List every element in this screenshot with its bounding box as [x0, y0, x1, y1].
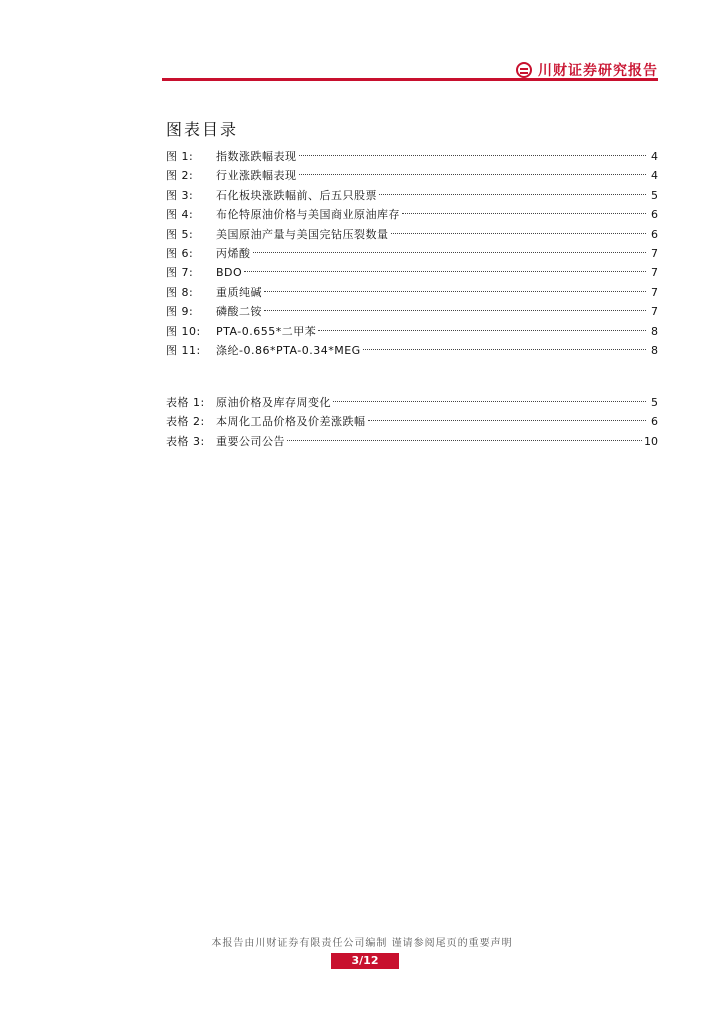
toc-entry[interactable] — [166, 393, 658, 412]
toc-entry-text: BDO — [216, 266, 243, 280]
toc-entry[interactable] — [166, 147, 658, 166]
toc-entry-text: 指数涨跌幅表现 — [216, 150, 297, 163]
toc-leader-dots — [264, 310, 646, 311]
toc-entry-label: 图 1: — [166, 150, 194, 163]
toc-entry-label: 图 6: — [166, 246, 194, 260]
toc-entry-label: 图 8: — [166, 285, 194, 299]
toc-leader-dots — [402, 213, 646, 214]
toc-entry-text: 行业涨跌幅表现 — [216, 169, 297, 183]
toc-leader-dots — [253, 252, 647, 253]
toc-leader-dots — [368, 420, 647, 421]
toc-entry-page: 8 — [651, 343, 658, 357]
toc-entry[interactable] — [166, 244, 658, 263]
toc-leader-dots — [333, 401, 646, 402]
toc-entry[interactable] — [166, 302, 658, 321]
toc-leader-dots — [264, 291, 646, 292]
toc-leader-dots — [287, 440, 642, 441]
toc-entry-text: 美国原油产量与美国完钻压裂数量 — [216, 227, 389, 241]
toc-entry[interactable] — [166, 166, 658, 185]
toc-entry-text: 重要公司公告 — [216, 434, 285, 448]
toc-entry[interactable] — [166, 412, 658, 431]
toc-entry-label: 图 2: — [166, 169, 194, 183]
toc-entry-label: 图 3: — [166, 188, 194, 202]
toc-entry-label: 表格 3: — [166, 434, 205, 448]
toc-entry-label: 图 7: — [166, 266, 194, 280]
toc-entry[interactable] — [166, 283, 658, 302]
toc-leader-dots — [391, 233, 647, 234]
toc-entry-label: 表格 2: — [166, 415, 205, 429]
toc-entry-page: 7 — [651, 285, 658, 299]
toc-entry-text: 布伦特原油价格与美国商业原油库存 — [216, 208, 400, 222]
toc-entry-page: 5 — [651, 396, 658, 409]
header-rule — [162, 78, 658, 81]
brand-name: 川财证券研究报告 — [538, 63, 658, 79]
toc-entry-label: 图 11: — [166, 343, 201, 357]
toc-entry-text: 本周化工品价格及价差涨跌幅 — [216, 415, 366, 429]
toc-entry-label: 图 5: — [166, 227, 194, 241]
toc-entry[interactable] — [166, 322, 658, 341]
page-number-badge: 3/12 — [331, 953, 399, 969]
toc-entry[interactable] — [166, 341, 658, 360]
toc-entry-page: 6 — [651, 208, 658, 222]
toc-entry-page: 8 — [651, 324, 658, 338]
toc-entry-page: 7 — [651, 305, 658, 319]
brand-logo-icon — [516, 62, 532, 78]
toc-entry-page: 4 — [651, 169, 658, 183]
toc-entry-text: 涤纶-0.86*PTA-0.34*MEG — [216, 343, 361, 357]
toc-leader-dots — [299, 155, 647, 156]
toc-entry-page: 10 — [644, 434, 658, 448]
toc-title: 图表目录 — [166, 120, 239, 139]
toc-entry-text: 丙烯酸 — [216, 246, 251, 260]
toc-entry-label: 图 10: — [166, 324, 201, 338]
toc-entry-text: 原油价格及库存周变化 — [216, 396, 331, 409]
toc-entry-page: 7 — [651, 266, 658, 280]
toc-entry-text: 磷酸二铵 — [216, 305, 262, 319]
toc-entry-page: 6 — [651, 227, 658, 241]
footer-disclaimer: 本报告由川财证券有限责任公司编制 谨请参阅尾页的重要声明 — [211, 938, 513, 949]
toc-entry-page: 5 — [651, 188, 658, 202]
toc-entry-page: 7 — [651, 246, 658, 260]
toc-entry-text: 重质纯碱 — [216, 285, 262, 299]
toc-entry-page: 4 — [651, 150, 658, 163]
toc-entry[interactable] — [166, 186, 658, 205]
toc-entry[interactable] — [166, 263, 658, 282]
toc-leader-dots — [244, 271, 646, 272]
toc-leader-dots — [318, 330, 646, 331]
table-list — [166, 393, 658, 451]
toc-entry-text: 石化板块涨跌幅前、后五只股票 — [216, 188, 377, 202]
toc-entry-label: 图 9: — [166, 305, 194, 319]
toc-entry-label: 表格 1: — [166, 396, 205, 409]
toc-entry[interactable] — [166, 432, 658, 451]
toc-leader-dots — [363, 349, 646, 350]
toc-entry-page: 6 — [651, 415, 658, 429]
toc-entry[interactable] — [166, 225, 658, 244]
toc-entry-text: PTA-0.655*二甲苯 — [216, 324, 317, 338]
toc-leader-dots — [299, 174, 647, 175]
toc-entry-label: 图 4: — [166, 208, 194, 222]
figure-list — [166, 147, 658, 360]
toc-entry[interactable] — [166, 205, 658, 224]
toc-leader-dots — [379, 194, 646, 195]
